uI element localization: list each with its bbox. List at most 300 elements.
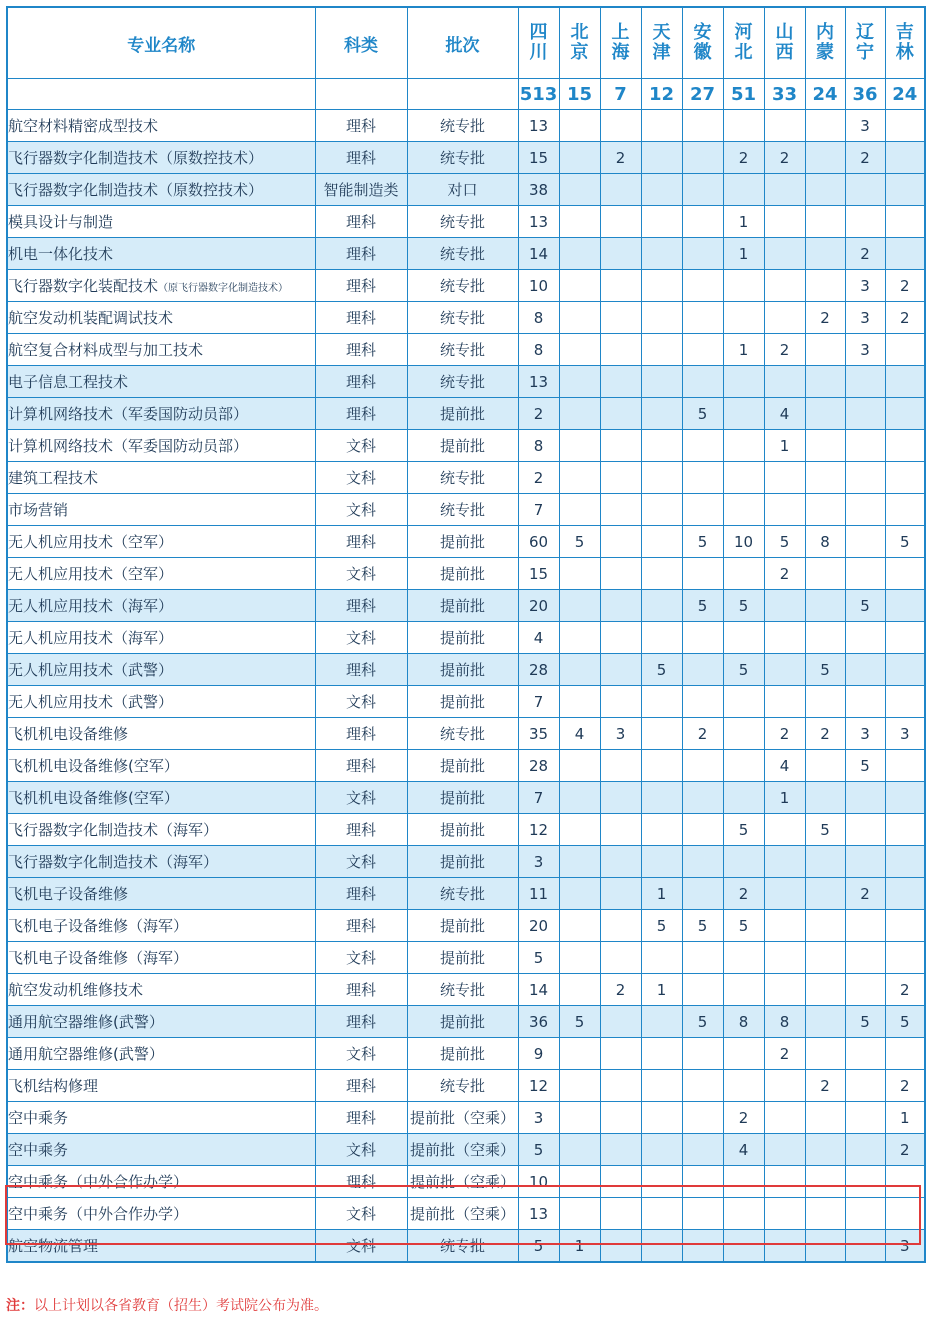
quota-cell [559,622,600,654]
major-name: 飞行器数字化制造技术（原数控技术） [8,149,264,167]
province-total: 24 [885,79,925,110]
quota-cell: 7 [518,686,559,718]
table-row [7,1070,925,1102]
quota-cell [559,1198,600,1230]
quota-cell [805,1006,845,1038]
batch-cell: 统专批 [407,462,518,494]
quota-cell [805,494,845,526]
quota-cell [641,526,682,558]
quota-cell: 2 [682,718,723,750]
quota-cell [682,558,723,590]
table-row [7,334,925,366]
province-header [764,7,805,79]
header-row [7,7,925,79]
quota-cell: 5 [682,398,723,430]
quota-cell: 5 [723,590,764,622]
quota-cell [805,1102,845,1134]
quota-cell: 3 [845,334,885,366]
quota-cell [723,398,764,430]
province-char: 林 [895,42,914,63]
batch-cell: 提前批 [407,814,518,846]
quota-cell [559,910,600,942]
quota-cell [559,1038,600,1070]
quota-cell: 5 [764,526,805,558]
subject-cell: 理科 [315,270,407,302]
quota-cell [682,846,723,878]
major-note: （原飞行器数字化制造技术） [158,283,289,294]
quota-cell [885,846,925,878]
subject-cell: 理科 [315,814,407,846]
quota-cell [723,494,764,526]
quota-cell [600,910,641,942]
quota-cell [805,974,845,1006]
province-char: 津 [652,42,671,63]
subject-cell: 理科 [315,750,407,782]
province-char: 天 [652,22,671,43]
quota-cell [641,174,682,206]
quota-cell: 5 [723,654,764,686]
batch-cell: 统专批 [407,494,518,526]
quota-cell [723,846,764,878]
major-cell [7,238,315,270]
quota-cell [845,846,885,878]
table-row [7,302,925,334]
table-row [7,718,925,750]
footnote [6,1295,328,1315]
quota-cell [559,142,600,174]
subject-cell: 文科 [315,782,407,814]
major-name: 飞机结构修理 [8,1077,99,1095]
quota-cell [559,270,600,302]
quota-cell [885,878,925,910]
quota-cell: 2 [600,142,641,174]
subject-cell: 理科 [315,1070,407,1102]
quota-cell [845,814,885,846]
table-row [7,110,925,142]
major-name: 飞行器数字化制造技术（海军） [8,853,219,871]
quota-cell [641,718,682,750]
quota-cell: 5 [805,814,845,846]
quota-cell [600,334,641,366]
subject-cell: 文科 [315,686,407,718]
major-name: 空中乘务（中外合作办学） [8,1205,189,1223]
quota-cell: 5 [682,1006,723,1038]
quota-cell: 2 [723,1102,764,1134]
major-name: 飞机机电设备维修(空军） [8,757,179,775]
quota-cell: 1 [764,430,805,462]
province-char: 北 [570,22,589,43]
table-row [7,238,925,270]
province-total: 15 [559,79,600,110]
subject-cell: 文科 [315,942,407,974]
quota-cell: 2 [845,878,885,910]
quota-cell [723,1070,764,1102]
quota-cell [885,142,925,174]
quota-cell [641,1038,682,1070]
quota-cell [559,1134,600,1166]
quota-cell [764,686,805,718]
quota-cell [805,174,845,206]
major-cell [7,974,315,1006]
quota-cell: 38 [518,174,559,206]
quota-cell [600,686,641,718]
quota-cell [885,398,925,430]
major-cell [7,558,315,590]
quota-cell [600,238,641,270]
quota-cell [600,1166,641,1198]
batch-cell: 统专批 [407,206,518,238]
quota-cell [805,878,845,910]
batch-cell: 统专批 [407,718,518,750]
table-row [7,1134,925,1166]
quota-cell [805,1230,845,1263]
table-row [7,366,925,398]
batch-cell: 统专批 [407,878,518,910]
quota-cell [682,686,723,718]
quota-cell [805,590,845,622]
major-name: 无人机应用技术（武警） [8,661,174,679]
major-name: 建筑工程技术 [8,469,99,487]
quota-cell [845,1166,885,1198]
quota-cell [845,686,885,718]
quota-cell [764,974,805,1006]
quota-cell [682,494,723,526]
quota-cell [885,622,925,654]
quota-cell [845,206,885,238]
quota-cell [805,206,845,238]
batch-cell: 统专批 [407,238,518,270]
quota-cell: 10 [518,270,559,302]
quota-cell [805,910,845,942]
quota-cell: 1 [723,206,764,238]
quota-cell [885,750,925,782]
quota-cell: 1 [764,782,805,814]
quota-cell [805,398,845,430]
batch-cell: 提前批 [407,846,518,878]
quota-cell: 2 [764,718,805,750]
table-row [7,398,925,430]
quota-cell: 3 [518,1102,559,1134]
major-name: 飞机机电设备维修(空军） [8,789,179,807]
major-name: 市场营销 [8,501,69,519]
quota-cell: 8 [723,1006,764,1038]
subject-cell: 文科 [315,1198,407,1230]
quota-cell [845,654,885,686]
quota-cell: 4 [559,718,600,750]
province-header [805,7,845,79]
quota-cell [641,846,682,878]
major-cell [7,302,315,334]
major-cell [7,398,315,430]
quota-cell [764,462,805,494]
quota-cell [600,1070,641,1102]
province-char: 山 [775,22,794,43]
quota-cell [559,462,600,494]
major-cell [7,846,315,878]
batch-cell: 统专批 [407,302,518,334]
quota-cell: 2 [764,558,805,590]
quota-cell [845,174,885,206]
major-name: 飞行器数字化制造技术（原数控技术） [8,181,264,199]
province-total: 51 [723,79,764,110]
quota-cell [805,430,845,462]
batch-cell: 统专批 [407,974,518,1006]
major-cell [7,270,315,302]
quota-cell [682,1070,723,1102]
table-row [7,1166,925,1198]
quota-cell: 12 [518,1070,559,1102]
quota-cell: 8 [805,526,845,558]
province-char: 河 [734,22,753,43]
quota-cell: 2 [723,142,764,174]
major-cell [7,334,315,366]
batch-cell: 提前批 [407,526,518,558]
footnote-text: 以上计划以各省教育（招生）考试院公布为准。 [34,1298,328,1314]
major-cell [7,942,315,974]
quota-cell: 7 [518,494,559,526]
quota-cell [600,494,641,526]
quota-cell [559,974,600,1006]
quota-cell [641,686,682,718]
quota-cell [805,334,845,366]
quota-cell [805,110,845,142]
quota-cell: 5 [723,814,764,846]
quota-cell: 1 [641,878,682,910]
quota-cell [723,974,764,1006]
table-row [7,526,925,558]
major-cell [7,430,315,462]
province-total: 24 [805,79,845,110]
quota-cell: 11 [518,878,559,910]
quota-cell: 1 [885,1102,925,1134]
quota-cell [764,942,805,974]
quota-cell: 5 [641,910,682,942]
major-cell [7,1230,315,1263]
subject-cell: 理科 [315,1166,407,1198]
major-name: 通用航空器维修(武警） [8,1013,164,1031]
quota-cell: 2 [518,462,559,494]
quota-cell [885,494,925,526]
quota-cell [764,1070,805,1102]
major-cell [7,814,315,846]
subject-cell: 理科 [315,142,407,174]
major-cell [7,1006,315,1038]
quota-cell [764,238,805,270]
quota-cell: 3 [885,718,925,750]
province-header [559,7,600,79]
subject-cell: 理科 [315,878,407,910]
major-name: 无人机应用技术（武警） [8,693,174,711]
major-cell [7,878,315,910]
quota-cell: 13 [518,1198,559,1230]
quota-cell [885,1166,925,1198]
quota-cell [559,238,600,270]
table-row [7,494,925,526]
quota-cell [600,814,641,846]
quota-cell [845,942,885,974]
major-cell [7,206,315,238]
quota-cell [885,654,925,686]
subject-cell: 理科 [315,238,407,270]
subject-cell: 理科 [315,1102,407,1134]
quota-cell [845,526,885,558]
table-row [7,142,925,174]
batch-cell: 提前批 [407,1038,518,1070]
quota-cell [600,430,641,462]
quota-cell: 12 [518,814,559,846]
quota-cell [559,366,600,398]
quota-cell [559,782,600,814]
quota-cell [764,814,805,846]
quota-cell [641,1230,682,1263]
major-cell [7,1070,315,1102]
table-body [7,110,925,1263]
quota-cell [885,910,925,942]
quota-cell: 2 [764,334,805,366]
quota-cell [845,1070,885,1102]
major-cell [7,910,315,942]
major-cell [7,686,315,718]
major-name: 飞机电子设备维修（海军） [8,917,189,935]
quota-cell [559,494,600,526]
batch-cell: 提前批 [407,686,518,718]
subject-cell: 文科 [315,1134,407,1166]
quota-cell [845,910,885,942]
enrollment-plan-table [6,6,926,1263]
province-header [885,7,925,79]
quota-cell [682,430,723,462]
quota-cell [764,1166,805,1198]
quota-cell: 14 [518,974,559,1006]
quota-cell [559,430,600,462]
quota-cell [805,750,845,782]
table-row [7,270,925,302]
batch-cell: 提前批 [407,654,518,686]
quota-cell [682,654,723,686]
table-row [7,1198,925,1230]
batch-cell: 提前批 [407,590,518,622]
quota-cell [600,1006,641,1038]
quota-cell [764,590,805,622]
major-name: 计算机网络技术（军委国防动员部） [8,405,249,423]
quota-cell: 10 [518,1166,559,1198]
quota-cell [805,622,845,654]
quota-cell [723,686,764,718]
quota-cell [723,782,764,814]
quota-cell: 5 [805,654,845,686]
quota-cell [845,974,885,1006]
quota-cell [559,398,600,430]
batch-cell: 统专批 [407,270,518,302]
quota-cell: 2 [885,1134,925,1166]
subject-cell: 理科 [315,110,407,142]
quota-cell [805,1134,845,1166]
quota-cell [641,1166,682,1198]
quota-cell [885,814,925,846]
quota-cell [641,494,682,526]
major-name: 通用航空器维修(武警） [8,1045,164,1063]
quota-cell [559,814,600,846]
quota-cell: 28 [518,654,559,686]
quota-cell [805,782,845,814]
province-char: 吉 [895,22,914,43]
major-cell [7,1134,315,1166]
quota-cell [682,878,723,910]
quota-cell: 13 [518,206,559,238]
quota-cell [641,942,682,974]
quota-cell [641,366,682,398]
major-name: 空中乘务 [8,1109,69,1127]
quota-cell [641,398,682,430]
quota-cell [600,942,641,974]
major-name: 无人机应用技术（海军） [8,629,174,647]
table-row [7,1038,925,1070]
major-name: 飞行器数字化制造技术（海军） [8,821,219,839]
quota-cell [641,1006,682,1038]
quota-cell [641,814,682,846]
quota-cell: 10 [723,526,764,558]
quota-cell [682,1038,723,1070]
quota-cell: 5 [682,910,723,942]
table-row [7,174,925,206]
quota-cell [805,462,845,494]
quota-cell [845,1198,885,1230]
quota-cell [682,1134,723,1166]
quota-cell: 5 [845,750,885,782]
table-row [7,814,925,846]
subject-cell: 文科 [315,1230,407,1263]
quota-cell: 8 [518,302,559,334]
quota-cell [682,942,723,974]
quota-cell [805,1038,845,1070]
quota-cell: 15 [518,558,559,590]
quota-cell [682,206,723,238]
quota-cell: 5 [641,654,682,686]
quota-cell: 60 [518,526,559,558]
quota-cell: 2 [518,398,559,430]
quota-cell [764,302,805,334]
quota-cell: 5 [723,910,764,942]
province-char: 蒙 [816,42,834,63]
table-row [7,590,925,622]
quota-cell [885,686,925,718]
quota-cell: 2 [805,718,845,750]
quota-cell [723,1198,764,1230]
quota-cell [723,174,764,206]
province-char: 内 [816,22,834,43]
quota-cell [805,1166,845,1198]
quota-cell [764,366,805,398]
quota-cell [600,590,641,622]
major-name: 航空复合材料成型与加工技术 [8,341,204,359]
province-total: 513 [518,79,559,110]
subject-cell: 理科 [315,398,407,430]
major-header: 专业名称 [7,7,315,79]
quota-cell: 1 [723,334,764,366]
quota-cell [805,686,845,718]
batch-cell: 提前批 [407,430,518,462]
major-cell [7,718,315,750]
major-name: 航空物流管理 [8,1237,99,1255]
batch-cell: 提前批 [407,398,518,430]
quota-cell: 1 [559,1230,600,1263]
subject-cell: 理科 [315,718,407,750]
batch-cell: 提前批 [407,910,518,942]
table-row [7,782,925,814]
quota-cell [682,1198,723,1230]
quota-cell: 14 [518,238,559,270]
major-cell [7,782,315,814]
